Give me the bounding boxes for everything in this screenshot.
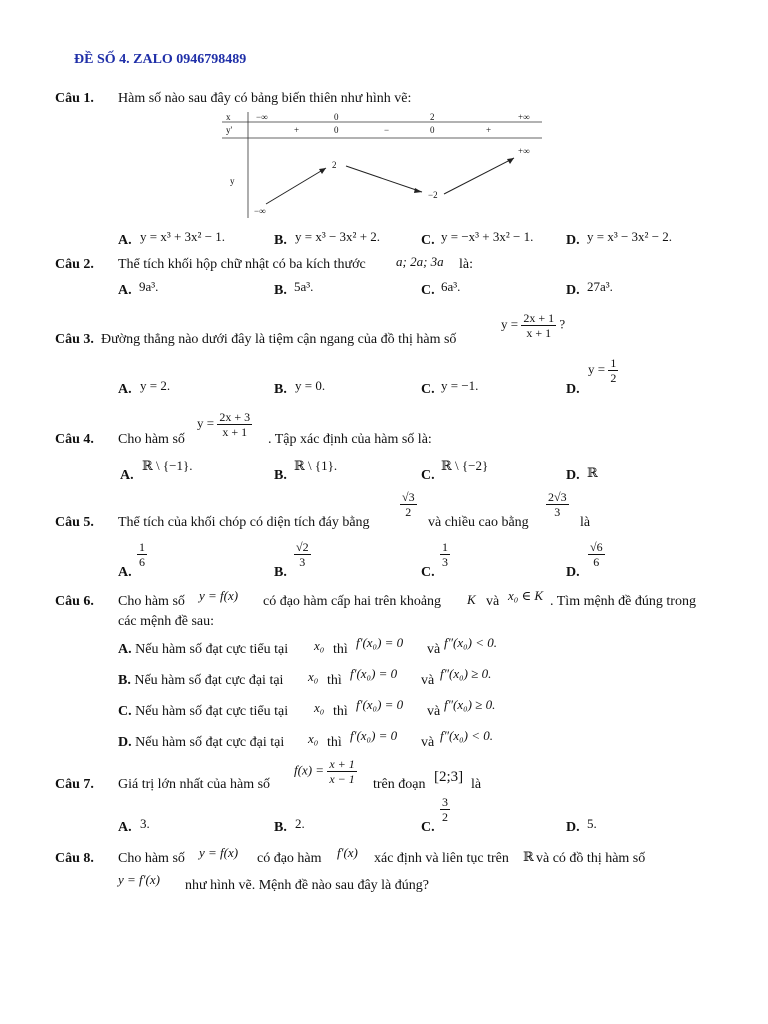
question-text: như hình vẽ. Mệnh đề nào sau đây là đúng? (185, 878, 429, 893)
option-label: D. (566, 820, 580, 835)
question-text: có đạo hàm cấp hai trên khoảng (263, 594, 442, 609)
option-value: 9a³. (139, 279, 159, 294)
option-value: ℝ (587, 465, 598, 480)
option-value: y = x³ − 3x² − 2. (587, 229, 673, 244)
question-number: Câu 3. (55, 332, 94, 347)
table-sign: − (384, 125, 390, 135)
question-text: . Tập xác định của hàm số là: (268, 432, 432, 447)
option-value: y = 2. (140, 378, 171, 393)
option-value: 27a³. (587, 279, 613, 294)
math-expression: f′(x₀) = 0 (356, 697, 404, 712)
option-value: ℝ \ {1}. (294, 458, 338, 473)
option-label: D. (566, 283, 580, 298)
option-label: B. (274, 233, 287, 248)
question-text: và (427, 704, 441, 719)
math-expression: y = f(x) (199, 845, 239, 860)
math-expression: K (467, 592, 476, 607)
question-text: Cho hàm số (118, 851, 185, 866)
question-text: xác định và liên tục trên (374, 851, 509, 866)
option-value: y = −x³ + 3x² − 1. (441, 229, 534, 244)
table-y-value: +∞ (518, 146, 530, 156)
question-text: Thể tích của khối chóp có diện tích đáy bằng (118, 515, 370, 530)
function-expression: f(x) = $\frac{x + 1}{x - 1}$ (294, 757, 355, 786)
math-expression: a; 2a; 3a (396, 254, 444, 269)
option-value: $\frac{√6}{6}$ (590, 540, 603, 569)
math-expression: [2;3] (434, 769, 464, 785)
option-value: 5. (587, 816, 597, 831)
math-expression: f″(x₀) ≥ 0. (440, 666, 492, 681)
question-number: Câu 2. (55, 257, 94, 272)
option-value: 3. (140, 816, 150, 831)
question-text: thì (327, 735, 342, 750)
option-label: D. (566, 233, 580, 248)
math-expression: x₀ (308, 669, 319, 684)
option-value: 5a³. (294, 279, 314, 294)
option-label: C. (421, 468, 435, 483)
table-x-value: 0 (334, 112, 339, 122)
option-value: y = x³ + 3x² − 1. (140, 229, 226, 244)
question-number: Câu 1. (55, 91, 94, 106)
question-text: thì (327, 673, 342, 688)
math-expression: x₀ (314, 700, 325, 715)
option-label: C. (421, 565, 435, 580)
question-number: Câu 8. (55, 851, 94, 866)
question-text: thì (333, 642, 348, 657)
table-x-value: 2 (430, 112, 435, 122)
table-sign: 0 (430, 125, 435, 135)
option-value: y = x³ − 3x² + 2. (295, 229, 381, 244)
math-expression: f′(x₀) = 0 (350, 666, 398, 681)
option-label: B. (274, 283, 287, 298)
option-value: y = −1. (441, 378, 479, 393)
option-value: ℝ \ {−2} (441, 458, 489, 473)
option-label: B. (274, 565, 287, 580)
option-label: B. (274, 468, 287, 483)
question-text: Cho hàm số (118, 432, 185, 447)
option-value: ℝ \ {−1}. (142, 458, 193, 473)
option-label: C. (421, 283, 435, 298)
question-text: . Tìm mệnh đề đúng trong (550, 594, 696, 609)
option-value: $\frac{1}{6}$ (139, 540, 145, 569)
math-expression: f″(x₀) < 0. (444, 635, 497, 650)
question-text: Cho hàm số (118, 594, 185, 609)
statement-row: C. Nếu hàm số đạt cực tiểu tại (118, 704, 289, 719)
option-label: A. (118, 820, 132, 835)
question-number: Câu 7. (55, 777, 94, 792)
option-label: D. (566, 468, 580, 483)
math-expression: f′(x₀) = 0 (350, 728, 398, 743)
question-text: thì (333, 704, 348, 719)
question-text: và (427, 642, 441, 657)
statement-row: A. Nếu hàm số đạt cực tiểu tại (118, 642, 289, 657)
page-title: ĐỀ SỐ 4. ZALO 0946798489 (74, 52, 247, 67)
table-x-value: −∞ (256, 112, 268, 122)
option-value: $\frac{√2}{3}$ (296, 540, 309, 569)
question-number: Câu 5. (55, 515, 94, 530)
table-y-value: −2 (428, 190, 438, 200)
question-text: các mệnh đề sau: (118, 614, 215, 629)
math-expression: f″(x₀) < 0. (440, 728, 493, 743)
math-expression: y = f(x) (199, 588, 239, 603)
question-text: Thể tích khối hộp chữ nhật có ba kích thước (118, 257, 366, 272)
fraction: $\frac{√3}{2}$ (402, 490, 415, 519)
table-yprime-label: y' (226, 125, 233, 135)
question-text: là: (459, 257, 473, 272)
option-value: y = 0. (295, 378, 326, 393)
fraction: $\frac{2√3}{3}$ (548, 490, 567, 519)
table-sign: + (486, 125, 492, 135)
math-expression: f′(x) (337, 845, 358, 860)
math-expression: f′(x₀) = 0 (356, 635, 404, 650)
math-expression: x₀ ∈ K (508, 588, 544, 603)
question-text: Giá trị lớn nhất của hàm số (118, 777, 271, 792)
question-text: là (580, 515, 591, 530)
option-label: C. (421, 820, 435, 835)
table-y-label: y (230, 176, 235, 186)
option-label: D. (566, 565, 580, 580)
function-expression: y = $\frac{2x + 3}{x + 1}$ (197, 410, 251, 439)
math-expression: y = f′(x) (118, 872, 160, 887)
option-label: C. (421, 233, 435, 248)
math-expression: x₀ (308, 731, 319, 746)
question-text: là (471, 777, 482, 792)
option-value: $\frac{3}{2}$ (442, 795, 448, 824)
option-label: B. (274, 382, 287, 397)
question-text: và có đồ thị hàm số (536, 851, 646, 866)
option-label: C. (421, 382, 435, 397)
question-number: Câu 6. (55, 594, 94, 609)
option-value: y = $\frac{1}{2}$ (588, 356, 617, 385)
math-expression: x₀ (314, 638, 325, 653)
question-number: Câu 4. (55, 432, 94, 447)
table-sign: 0 (334, 125, 339, 135)
question-text: và (421, 673, 435, 688)
question-text: Hàm số nào sau đây có bảng biến thiên như hình vẽ: (118, 91, 412, 106)
option-label: D. (566, 382, 580, 397)
question-text: Đường thẳng nào dưới đây là tiệm cận ngang của đồ thị hàm số (101, 332, 457, 347)
option-label: A. (118, 382, 132, 397)
option-value: 6a³. (441, 279, 461, 294)
statement-row: B. Nếu hàm số đạt cực đại tại (118, 673, 284, 688)
function-expression: y = $\frac{2x + 1}{x + 1}$ ? (501, 311, 566, 340)
question-text: trên đoạn (373, 777, 426, 792)
table-x-value: +∞ (518, 112, 530, 122)
option-value: 2. (295, 816, 305, 831)
option-label: A. (120, 468, 134, 483)
table-x-label: x (226, 112, 231, 122)
question-text: có đạo hàm (257, 851, 322, 866)
variation-table (222, 112, 542, 218)
table-sign: + (294, 125, 300, 135)
option-label: A. (118, 565, 132, 580)
option-label: A. (118, 233, 132, 248)
statement-row: D. Nếu hàm số đạt cực đại tại (118, 735, 285, 750)
question-text: và (421, 735, 435, 750)
question-text: và (486, 594, 500, 609)
question-text: và chiều cao bằng (428, 515, 529, 530)
table-y-value: 2 (332, 160, 337, 170)
math-expression: f″(x₀) ≥ 0. (444, 697, 496, 712)
table-y-value: −∞ (254, 206, 266, 216)
option-value: $\frac{1}{3}$ (442, 540, 448, 569)
math-expression: ℝ (523, 849, 534, 864)
option-label: B. (274, 820, 287, 835)
option-label: A. (118, 283, 132, 298)
